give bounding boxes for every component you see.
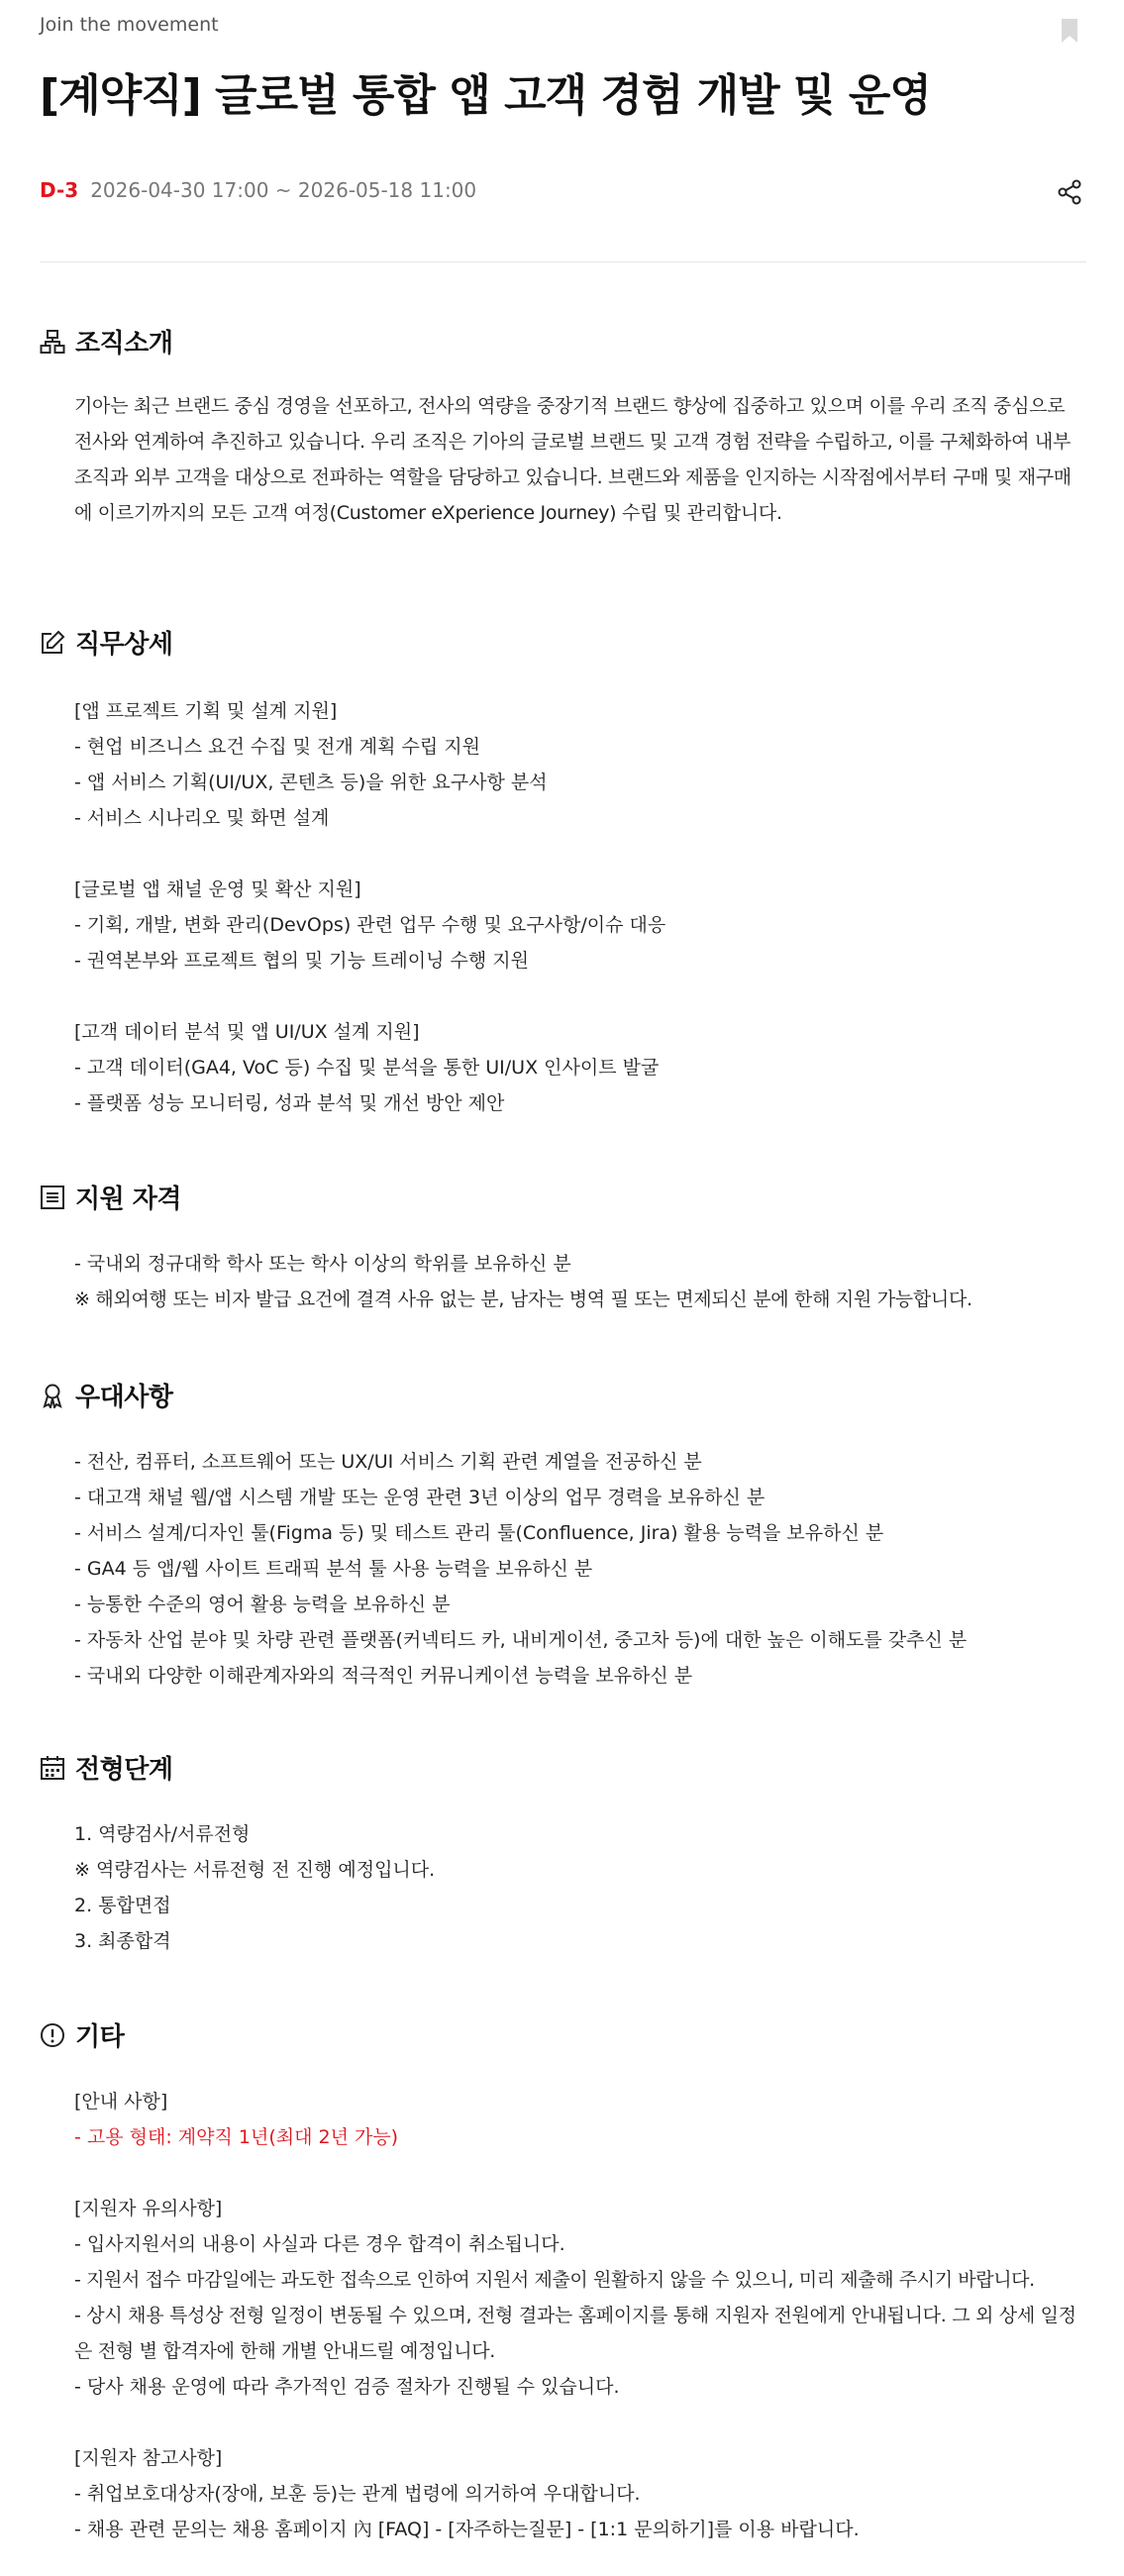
process-line: 1. 역량검사/서류전형 (74, 1823, 251, 1845)
eyebrow-text: Join the movement (40, 14, 219, 36)
section-title: 기타 (75, 2022, 125, 2052)
duty-line: [글로벌 앱 채널 운영 및 확산 지원] (74, 878, 361, 900)
duty-line (74, 836, 1084, 872)
preferred-line: - 국내외 다양한 이해관계자와의 적극적인 커뮤니케이션 능력을 보유하신 분 (74, 1665, 693, 1687)
section-duty-heading (40, 624, 172, 661)
page-title: [계약직] 글로벌 통합 앱 고객 경험 개발 및 운영 (40, 70, 931, 121)
reference-line: - 채용 관련 문의는 채용 홈페이지 內 [FAQ] - [자주하는질문] - [1:1 문의하기]를 이용 바랍니다. (74, 2519, 860, 2540)
posting-period (40, 178, 476, 202)
org-chart-icon (40, 329, 65, 355)
section-preferred-body (74, 1444, 1084, 1694)
caution-line: - 상시 채용 특성상 전형 일정이 변동될 수 있으며, 전형 결과는 홈페이지를 통해 지원자 전원에게 안내됩니다. 그 외 상세 일정은 전형 별 합격자에 한해 개별 안내드릴 예정입니다. (74, 2305, 1076, 2362)
preferred-line: - 대고객 채널 웹/앱 시스템 개발 또는 운영 관련 3년 이상의 업무 경력을 보유하신 분 (74, 1487, 766, 1508)
spacer (74, 2405, 1084, 2440)
edit-icon (40, 630, 65, 656)
notice-header: [안내 사항] (74, 2091, 168, 2112)
section-title: 지원 자격 (75, 1185, 182, 1214)
preferred-line: - 능통한 수준의 영어 활용 능력을 보유하신 분 (74, 1594, 451, 1615)
section-org-body (74, 388, 1084, 531)
duty-line: [고객 데이터 분석 및 앱 UI/UX 설계 지원] (74, 1021, 420, 1043)
calendar-icon (40, 1755, 65, 1781)
caution-line: - 지원서 접수 마감일에는 과도한 접속으로 인하여 지원서 제출이 원활하지 않을 수 있으니, 미리 제출해 주시기 바랍니다. (74, 2269, 1035, 2291)
duty-line: - 고객 데이터(GA4, VoC 등) 수집 및 분석을 통한 UI/UX 인사이트 발굴 (74, 1057, 660, 1079)
preferred-line: - 서비스 설계/디자인 툴(Figma 등) 및 테스트 관리 툴(Confluence, Jira) 활용 능력을 보유하신 분 (74, 1522, 884, 1544)
section-qualification-heading (40, 1179, 181, 1215)
period-text: 2026-04-30 17:00 ~ 2026-05-18 11:00 (90, 178, 477, 202)
list-icon (40, 1185, 65, 1210)
section-etc-body (74, 2084, 1084, 2547)
preferred-line: - 자동차 산업 분야 및 차량 관련 플랫폼(커넥티드 카, 내비게이션, 중고차 등)에 대한 높은 이해도를 갖추신 분 (74, 1629, 968, 1651)
section-title: 우대사항 (75, 1383, 173, 1412)
share-icon[interactable] (1056, 178, 1083, 206)
section-title: 직무상세 (75, 630, 173, 660)
dday-badge: D-3 (40, 178, 79, 202)
section-preferred-heading (40, 1377, 172, 1413)
process-line: 2. 통합면접 (74, 1895, 171, 1916)
spacer (74, 2155, 1084, 2191)
section-qualification-body (74, 1246, 1084, 1317)
employment-type-notice: - 고용 형태: 계약직 1년(최대 2년 가능) (74, 2126, 399, 2148)
duty-line: - 앱 서비스 기획(UI/UX, 콘텐츠 등)을 위한 요구사항 분석 (74, 772, 548, 793)
section-etc-heading (40, 2016, 124, 2053)
duty-line: - 플랫폼 성능 모니터링, 성과 분석 및 개선 방안 제안 (74, 1092, 505, 1114)
section-title: 전형단계 (75, 1755, 173, 1785)
qualification-line: ※ 해외여행 또는 비자 발급 요건에 결격 사유 없는 분, 남자는 병역 필 또는 면제되신 분에 한해 지원 가능합니다. (74, 1288, 972, 1310)
caution-line: - 입사지원서의 내용이 사실과 다른 경우 합격이 취소됩니다. (74, 2233, 565, 2255)
preferred-line: - GA4 등 앱/웹 사이트 트래픽 분석 툴 사용 능력을 보유하신 분 (74, 1558, 593, 1580)
reference-header: [지원자 참고사항] (74, 2447, 223, 2469)
caution-header: [지원자 유의사항] (74, 2198, 223, 2219)
caution-line: - 당사 채용 운영에 따라 추가적인 검증 절차가 진행될 수 있습니다. (74, 2376, 620, 2398)
duty-line: - 권역본부와 프로젝트 협의 및 기능 트레이닝 수행 지원 (74, 950, 529, 972)
section-process-heading (40, 1749, 172, 1786)
duty-line: - 서비스 시나리오 및 화면 설계 (74, 807, 330, 829)
header-divider (40, 261, 1086, 262)
process-line: 3. 최종합격 (74, 1930, 171, 1952)
duty-line: [앱 프로젝트 기획 및 설계 지원] (74, 700, 338, 722)
preferred-line: - 전산, 컴퓨터, 소프트웨어 또는 UX/UI 서비스 기획 관련 계열을 전공하신 분 (74, 1451, 702, 1473)
duty-line (74, 979, 1084, 1014)
org-description: 기아는 최근 브랜드 중심 경영을 선포하고, 전사의 역량을 중장기적 브랜드 향상에 집중하고 있으며 이를 우리 조직 중심으로 전사와 연계하여 추진하고 있습니다. 우리 조직은 기아의 글로벌 브랜드 및 고객 경험 전략을 수립하고, 이를 구체화하여 내부 조직과 외부 고객을 대상으로 전파하는 역할을 담당하고 있습니다. 브랜드와 제품을 인지하는 시작점에서부터 구매 및 재구매에 이르기까지의 모든 고객 여정(Customer eXperience Journey) 수립 및 관리합니다. (74, 395, 1072, 524)
reference-line: - 취업보호대상자(장애, 보훈 등)는 관계 법령에 의거하여 우대합니다. (74, 2483, 641, 2505)
section-process-body (74, 1816, 1084, 1959)
duty-line: - 현업 비즈니스 요건 수집 및 전개 계획 수립 지원 (74, 736, 480, 758)
award-icon (40, 1383, 65, 1408)
info-icon (40, 2022, 65, 2048)
section-duty-body (74, 693, 1084, 1121)
process-line: ※ 역량검사는 서류전형 전 진행 예정입니다. (74, 1859, 436, 1881)
qualification-line: - 국내외 정규대학 학사 또는 학사 이상의 학위를 보유하신 분 (74, 1253, 571, 1275)
duty-line: - 기획, 개발, 변화 관리(DevOps) 관련 업무 수행 및 요구사항/이슈 대응 (74, 914, 666, 936)
section-org-heading (40, 323, 172, 360)
bookmark-icon[interactable] (1061, 18, 1078, 44)
section-title: 조직소개 (75, 329, 173, 359)
